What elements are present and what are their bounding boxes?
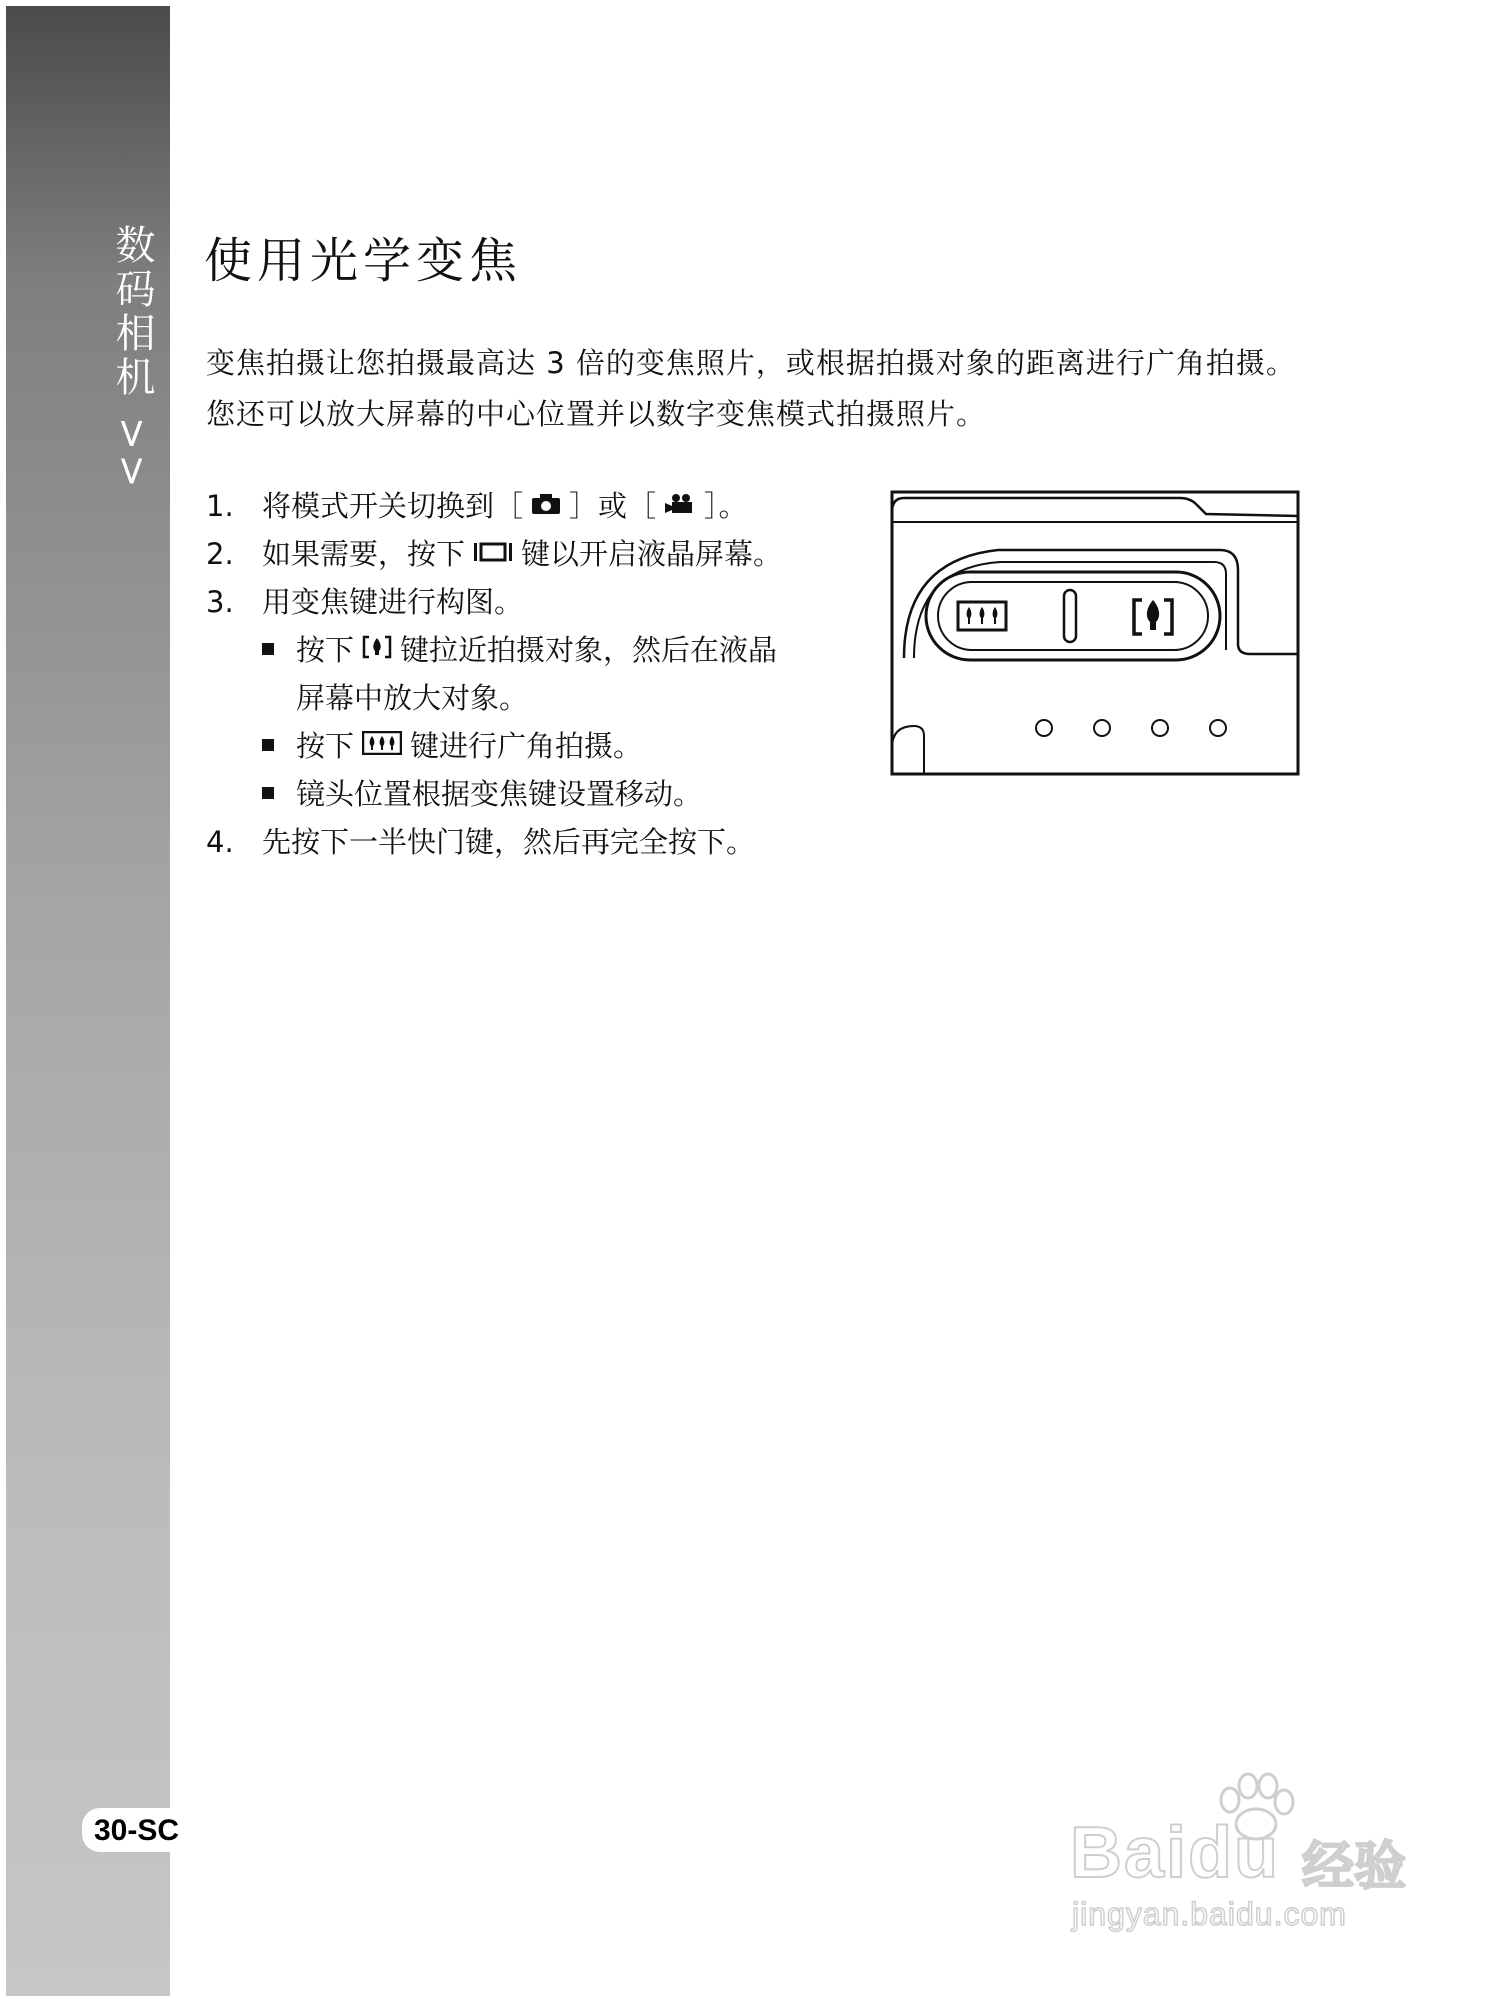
bullet-text: 键进行广角拍摄。 bbox=[410, 729, 643, 763]
wide-angle-icon bbox=[362, 721, 402, 769]
step-text: 先按下一半快门键，然后再完全按下。 bbox=[262, 825, 756, 859]
step-number: 2. bbox=[206, 537, 234, 571]
watermark-url: jingyan.baidu.com bbox=[1072, 1896, 1347, 1932]
step-number: 4. bbox=[206, 825, 234, 859]
page-number: 30-SC bbox=[82, 1808, 193, 1852]
bullet-marker bbox=[262, 787, 274, 799]
intro-paragraph: 变焦拍摄让您拍摄最高达 3 倍的变焦照片，或根据拍摄对象的距离进行广角拍摄。您还可以放大屏幕的中心位置并以数字变焦模式拍摄照片。 bbox=[206, 346, 1296, 431]
watermark-cn: 经验 bbox=[1302, 1837, 1407, 1897]
zoom-button-illustration bbox=[890, 490, 1300, 776]
step-3 bbox=[206, 578, 866, 626]
bullet-marker bbox=[262, 643, 274, 655]
step-1 bbox=[206, 482, 866, 530]
bullet-marker bbox=[262, 739, 274, 751]
wide-angle-icon bbox=[958, 602, 1006, 630]
step-text: ］。 bbox=[704, 489, 748, 523]
watermark-brand: Baidu bbox=[1070, 1813, 1281, 1893]
baidu-watermark bbox=[1070, 1772, 1420, 1942]
step-text: 将模式开关切换到［ bbox=[262, 489, 524, 523]
bullet-1 bbox=[206, 626, 866, 674]
bullet-text: 键拉近拍摄对象，然后在液晶 bbox=[400, 633, 778, 667]
step-4 bbox=[206, 818, 866, 866]
step-text: ］或［ bbox=[569, 489, 657, 523]
bullet-2 bbox=[206, 722, 866, 770]
bullet-text: 镜头位置根据变焦键设置移动。 bbox=[296, 777, 703, 811]
step-2 bbox=[206, 530, 866, 578]
steps-list bbox=[206, 482, 866, 866]
movie-camera-icon bbox=[664, 481, 696, 529]
bullet-text: 按下 bbox=[296, 729, 355, 763]
step-number: 3. bbox=[206, 585, 234, 619]
camera-icon bbox=[531, 481, 561, 529]
bullet-3 bbox=[206, 770, 866, 818]
telephoto-icon bbox=[362, 625, 392, 673]
step-number: 1. bbox=[206, 489, 234, 523]
section-label: 数码相机 >> bbox=[109, 224, 155, 492]
display-toggle-icon bbox=[473, 529, 513, 577]
bullet-text: 屏幕中放大对象。 bbox=[296, 681, 529, 715]
bullet-1-continuation bbox=[206, 674, 866, 722]
bullet-text: 按下 bbox=[296, 633, 355, 667]
step-text: 如果需要，按下 bbox=[262, 537, 466, 571]
step-text: 键以开启液晶屏幕。 bbox=[521, 537, 783, 571]
step-text: 用变焦键进行构图。 bbox=[262, 585, 524, 619]
page-title: 使用光学变焦 bbox=[204, 233, 523, 289]
